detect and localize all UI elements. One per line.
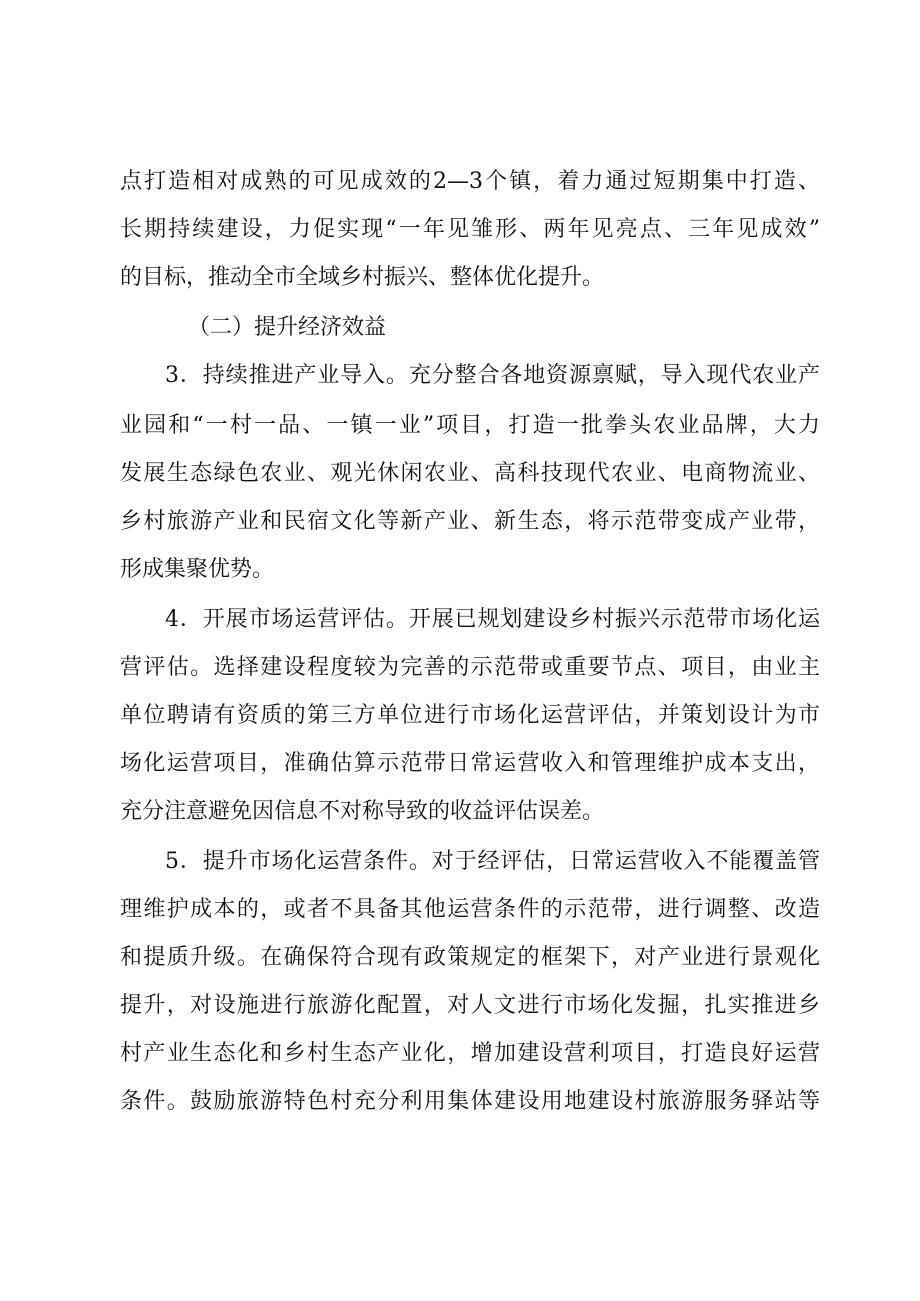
body-text-line: 和提质升级。在确保符合现有政策规定的框架下，对产业进行景观化: [120, 945, 820, 970]
body-text-line: 提升，对设施进行旅游化配置，对人文进行市场化发掘，扎实推进乡: [120, 993, 820, 1018]
body-text-line: 发展生态绿色农业、观光休闲农业、高科技现代农业、电商物流业、: [120, 461, 820, 486]
body-text-line: 长期持续建设，力促实现“一年见雏形、两年见亮点、三年见成效”: [120, 217, 820, 242]
body-text-line: 的目标，推动全市全域乡村振兴、整体优化提升。: [120, 265, 605, 290]
section-heading: （二）提升经济效益: [188, 315, 387, 340]
paragraph-3-line: 3．持续推进产业导入。充分整合各地资源禀赋，导入现代农业产: [165, 363, 820, 388]
body-text-line: 村产业生态化和乡村生态产业化，增加建设营利项目，打造良好运营: [120, 1041, 820, 1066]
body-text-line: 点打造相对成熟的可见成效的2—3个镇，着力通过短期集中打造、: [120, 169, 820, 194]
body-text-line: 场化运营项目，准确估算示范带日常运营收入和管理维护成本支出，: [120, 751, 820, 776]
body-text-line: 条件。鼓励旅游特色村充分利用集体建设用地建设村旅游服务驿站等: [120, 1089, 820, 1114]
body-text-line: 形成集聚优势。: [120, 557, 275, 582]
body-text-line: 营评估。选择建设程度较为完善的示范带或重要节点、项目，由业主: [120, 655, 820, 680]
body-text-line: 充分注意避免因信息不对称导致的收益评估误差。: [120, 799, 605, 824]
paragraph-5-line: 5．提升市场化运营条件。对于经评估，日常运营收入不能覆盖管: [165, 849, 820, 874]
body-text-line: 乡村旅游产业和民宿文化等新产业、新生态，将示范带变成产业带，: [120, 509, 820, 534]
body-text-line: 业园和“一村一品、一镇一业”项目，打造一批拳头农业品牌，大力: [120, 413, 820, 438]
paragraph-4-line: 4．开展市场运营评估。开展已规划建设乡村振兴示范带市场化运: [165, 607, 820, 632]
body-text-line: 单位聘请有资质的第三方单位进行市场化运营评估，并策划设计为市: [120, 703, 820, 728]
body-text-line: 理维护成本的，或者不具备其他运营条件的示范带，进行调整、改造: [120, 897, 820, 922]
